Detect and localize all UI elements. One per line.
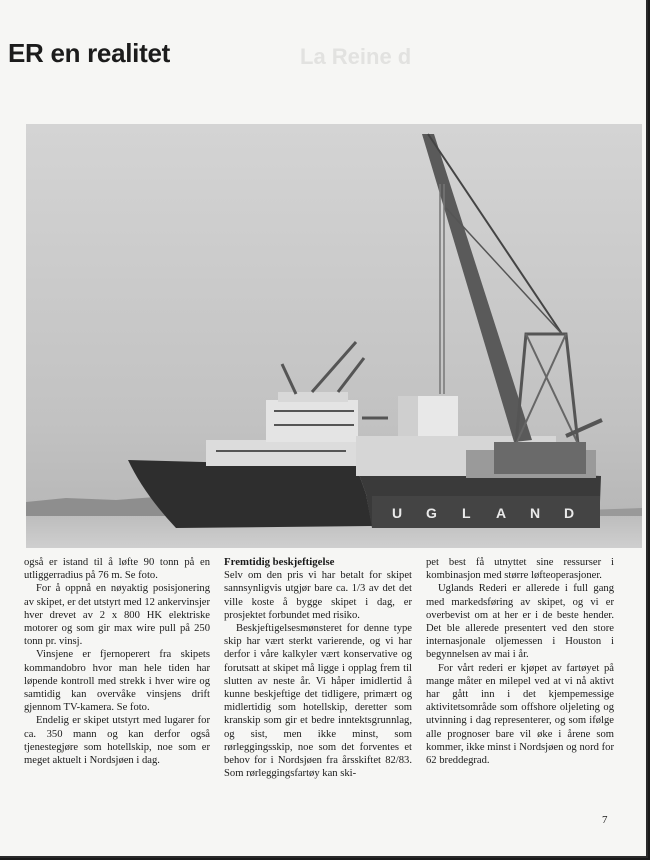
paragraph: også er istand til å løfte 90 tonn på en utliggerradius på 76 m. Se foto.: [24, 557, 210, 582]
paragraph: For å oppnå en nøyaktig posisjonering av skipet, er det utstyrt med 12 ankervinsjer hver drevet av 2 x 800 HK elektriske motorer og som gir max wire pull på 250 tonn pr. vinsj.: [24, 583, 210, 648]
section-heading: Fremtidig beskjeftigelse: [224, 556, 335, 568]
paragraph: Vinsjene er fjernoperert fra skipets kommandobro hvor man hele tiden har løpende kontroll med strekk i hver wire og samtidig kan overvåke vinsjens drift gjennom TV-kamera. Se foto.: [24, 649, 210, 714]
text-column-3: [426, 556, 614, 767]
paragraph: For vårt rederi er kjøpet av fartøyet på mange måter en milepel ved at vi nå aktivt har gått inn i det kjempemessige aktivitetsområde som offshore oljeleting og utvinning i dag representerer, og som ifølge alle prognoser bare vil øke i årene som kommer, ikke minst i Nordsjøen og nord for 62 breddegrad.: [426, 662, 614, 767]
hull-letter: L: [462, 505, 471, 521]
paragraph: Beskjeftigelsesmønsteret for denne type skip har vært sterkt varierende, og vi har derfor i våre kalkyler vært konservative og forutsatt at skipet må ligge i opplag frem til slutten av neste år. Vi håper imidlertid å kunne beskjeftige det tidligere, primært og midlertidig som hotellskip, deretter som kranskip som gir et bedre inntektsgrunnlag, og sist, men ikke minst, som rørleggingsskip, noe som det forventes et behov for i Nordsjøen fra årsskiftet 82/83. Som rørleggingsfartøy kan ski-: [224, 623, 412, 780]
paragraph: Selv om den pris vi har betalt for skipet sannsynligvis utgjør bare ca. 1/3 av det det ville koste å bygge skipet i dag, er prosjektet forbundet med risiko.: [224, 570, 412, 621]
hull-letter: D: [564, 505, 575, 521]
hull-letter: U: [392, 505, 403, 521]
page-title: ER en realitet: [8, 38, 170, 68]
faded-heading: La Reine d: [300, 44, 412, 69]
text-column-1: [24, 556, 210, 767]
page-number: 7: [602, 814, 608, 826]
bridge: [266, 400, 358, 442]
deckhouse: [206, 440, 356, 466]
paragraph: Endelig er skipet utstyrt med lugarer for ca. 350 mann og kan derfor også tjenestegjøre som hotellskip, noe som er meget aktuelt i Nordsjøen i dag.: [24, 715, 210, 767]
hull-letter: G: [426, 505, 437, 521]
hull-letter: A: [496, 505, 507, 521]
ship-photo: [26, 124, 642, 548]
paragraph: pet best få utnyttet sine ressurser i kombinasjon med større løfteoperasjoner.: [426, 557, 614, 582]
text-column-2: [224, 556, 412, 780]
hull-letter: N: [530, 505, 541, 521]
paragraph: Uglands Rederi er allerede i full gang med markedsføring av skipet, og vi er overbevist om at her er i de beste hender. Det ble allerede presentert ved den store internasjonale oljemessen i Houston i begynnelsen av mai i år.: [426, 583, 614, 661]
